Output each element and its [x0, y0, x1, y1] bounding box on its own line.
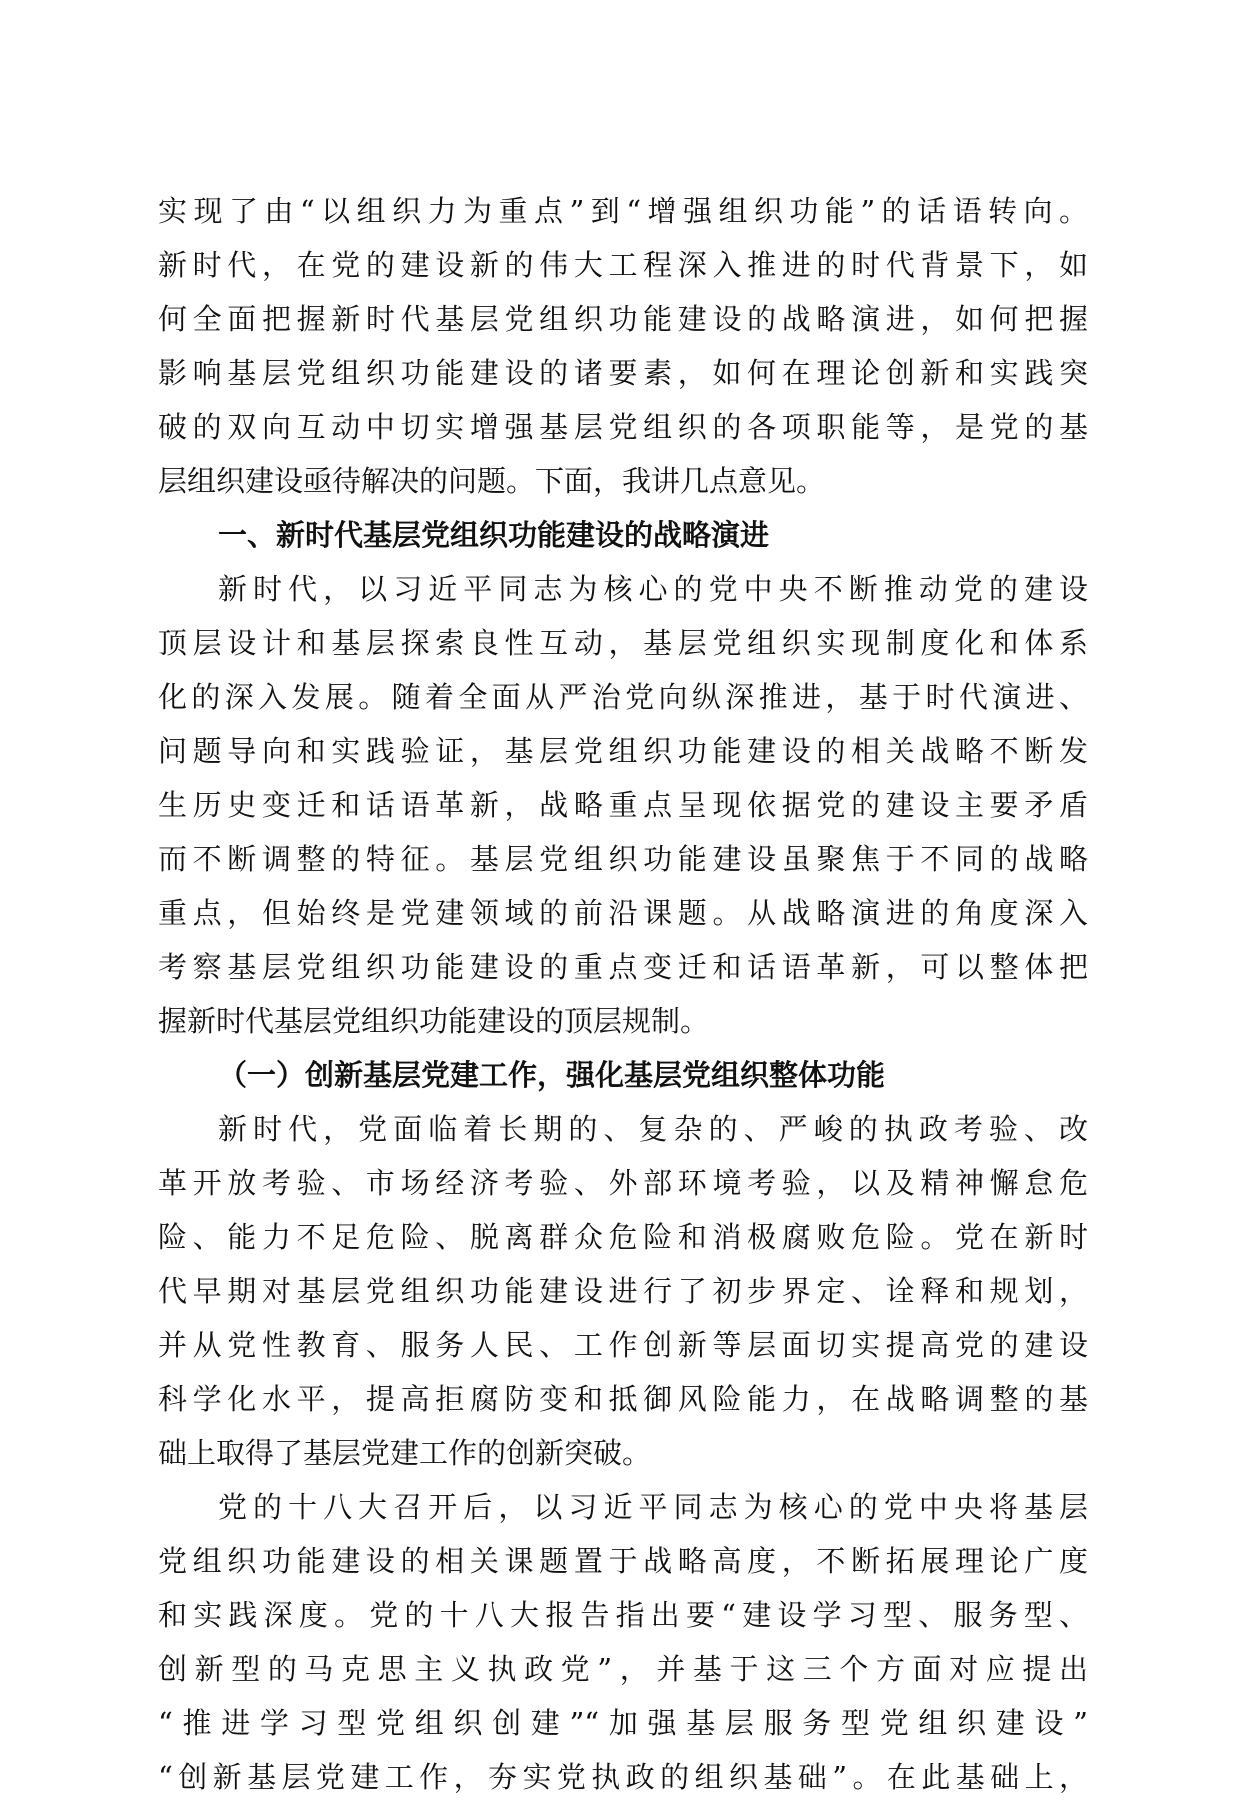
text-line: 革开放考验、市场经济考验、外部环境考验，以及精神懈怠危 — [158, 1166, 1088, 1200]
text-line: 顶层设计和基层探索良性互动，基层党组织实现制度化和体系 — [158, 626, 1088, 660]
text-line: “创新基层党建工作，夯实党执政的组织基础”。在此基础上， — [158, 1760, 1088, 1794]
text-line: 新时代，在党的建设新的伟大工程深入推进的时代背景下，如 — [158, 248, 1088, 282]
subsection-heading: （一）创新基层党建工作，强化基层党组织整体功能 — [218, 1058, 886, 1092]
text-line: 重点，但始终是党建领域的前沿课题。从战略演进的角度深入 — [158, 896, 1088, 930]
text-line: 础上取得了基层党建工作的创新突破。 — [158, 1436, 652, 1470]
document-body — [158, 184, 1088, 1804]
text-line: 考察基层党组织功能建设的重点变迁和话语革新，可以整体把 — [158, 950, 1088, 984]
text-line: 代早期对基层党组织功能建设进行了初步界定、诠释和规划， — [158, 1274, 1088, 1308]
paragraph — [158, 184, 1088, 508]
text-line: 并从党性教育、服务人民、工作创新等层面切实提高党的建设 — [158, 1328, 1088, 1362]
text-line: 实现了由“以组织力为重点”到“增强组织功能”的话语转向。 — [158, 194, 1088, 228]
paragraph — [158, 1102, 1088, 1480]
text-line: 破的双向互动中切实增强基层党组织的各项职能等，是党的基 — [158, 410, 1088, 444]
text-line: 化的深入发展。随着全面从严治党向纵深推进，基于时代演进、 — [158, 680, 1088, 714]
text-line: 和实践深度。党的十八大报告指出要“建设学习型、服务型、 — [158, 1598, 1088, 1632]
text-line: 险、能力不足危险、脱离群众危险和消极腐败危险。党在新时 — [158, 1220, 1088, 1254]
text-line: 新时代，党面临着长期的、复杂的、严峻的执政考验、改 — [218, 1112, 1088, 1146]
text-line: 新时代，以习近平同志为核心的党中央不断推动党的建设 — [218, 572, 1088, 606]
section-heading: 一、新时代基层党组织功能建设的战略演进 — [218, 518, 770, 552]
text-line: 创新型的马克思主义执政党”，并基于这三个方面对应提出 — [158, 1652, 1088, 1686]
text-line: 党组织功能建设的相关课题置于战略高度，不断拓展理论广度 — [158, 1544, 1088, 1578]
text-line: 而不断调整的特征。基层党组织功能建设虽聚焦于不同的战略 — [158, 842, 1088, 876]
text-line: “推进学习型党组织创建”“加强基层服务型党组织建设” — [158, 1706, 1088, 1740]
text-line: 党的十八大召开后，以习近平同志为核心的党中央将基层 — [218, 1490, 1088, 1524]
text-line: 问题导向和实践验证，基层党组织功能建设的相关战略不断发 — [158, 734, 1088, 768]
text-line: 生历史变迁和话语革新，战略重点呈现依据党的建设主要矛盾 — [158, 788, 1088, 822]
text-line: 科学化水平，提高拒腐防变和抵御风险能力，在战略调整的基 — [158, 1382, 1088, 1416]
paragraph — [158, 1480, 1088, 1804]
text-line: 何全面把握新时代基层党组织功能建设的战略演进，如何把握 — [158, 302, 1088, 336]
paragraph — [158, 562, 1088, 1048]
text-line: 握新时代基层党组织功能建设的顶层规制。 — [158, 1004, 710, 1038]
text-line: 层组织建设亟待解决的问题。下面，我讲几点意见。 — [158, 464, 826, 498]
text-line: 影响基层党组织功能建设的诸要素，如何在理论创新和实践突 — [158, 356, 1088, 390]
